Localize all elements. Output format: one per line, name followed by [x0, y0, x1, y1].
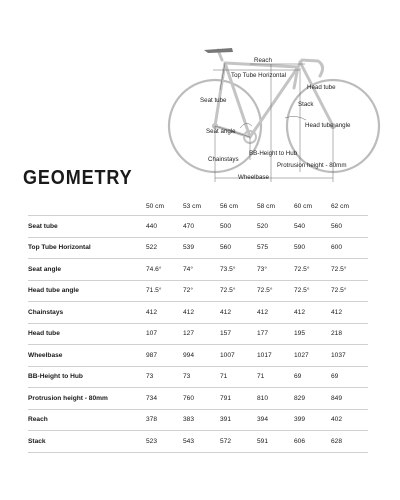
cell-value: 73° — [257, 259, 294, 281]
cell-value: 412 — [331, 302, 368, 324]
row-label: Chainstays — [28, 302, 146, 324]
label-bb-height-to-hub: BB-Height to Hub — [249, 150, 298, 157]
table-row — [28, 323, 368, 345]
table-row — [28, 409, 368, 431]
cell-value: 72.5° — [220, 280, 257, 302]
row-label: Stack — [28, 431, 146, 453]
row-label: BB-Height to Hub — [28, 366, 146, 388]
cell-value: 560 — [220, 237, 257, 259]
page-title: GEOMETRY — [23, 167, 133, 189]
size-header: 60 cm — [294, 198, 331, 216]
cell-value: 572 — [220, 431, 257, 453]
cell-value: 1017 — [257, 345, 294, 367]
cell-value: 74° — [183, 259, 220, 281]
table-row — [28, 259, 368, 281]
row-label: Top Tube Horizontal — [28, 237, 146, 259]
cell-value: 391 — [220, 409, 257, 431]
table-row — [28, 280, 368, 302]
geometry-table — [28, 198, 368, 453]
label-seat-tube: Seat tube — [200, 97, 227, 104]
cell-value: 540 — [294, 216, 331, 238]
cell-value: 849 — [331, 388, 368, 410]
table-row — [28, 366, 368, 388]
label-seat-angle: Seat angle — [206, 128, 236, 135]
label-stack: Stack — [298, 101, 314, 108]
cell-value: 829 — [294, 388, 331, 410]
cell-value: 734 — [146, 388, 183, 410]
size-header: 58 cm — [257, 198, 294, 216]
cell-value: 560 — [331, 216, 368, 238]
cell-value: 791 — [220, 388, 257, 410]
label-top-tube-horizontal: Top Tube Horizontal — [231, 72, 287, 79]
cell-value: 590 — [294, 237, 331, 259]
cell-value: 628 — [331, 431, 368, 453]
label-head-tube: Head tube — [307, 84, 336, 91]
cell-value: 539 — [183, 237, 220, 259]
cell-value: 520 — [257, 216, 294, 238]
cell-value: 440 — [146, 216, 183, 238]
label-wheelbase: Wheelbase — [238, 174, 269, 181]
cell-value: 412 — [146, 302, 183, 324]
row-label: Seat tube — [28, 216, 146, 238]
cell-value: 760 — [183, 388, 220, 410]
table-row — [28, 345, 368, 367]
cell-value: 1037 — [331, 345, 368, 367]
cell-value: 402 — [331, 409, 368, 431]
cell-value: 107 — [146, 323, 183, 345]
row-label: Seat angle — [28, 259, 146, 281]
label-reach: Reach — [254, 57, 272, 64]
cell-value: 72.5° — [257, 280, 294, 302]
row-label: Wheelbase — [28, 345, 146, 367]
cell-value: 72.5° — [331, 259, 368, 281]
cell-value: 412 — [220, 302, 257, 324]
header-empty — [28, 198, 146, 216]
label-head-tube-angle: Head tube angle — [305, 122, 351, 129]
table-header-row — [28, 198, 368, 216]
cell-value: 575 — [257, 237, 294, 259]
cell-value: 72.5° — [294, 280, 331, 302]
cell-value: 543 — [183, 431, 220, 453]
cell-value: 73.5° — [220, 259, 257, 281]
cell-value: 195 — [294, 323, 331, 345]
label-protrusion-height: Protrusion height - 80mm — [277, 162, 347, 169]
row-label: Head tube angle — [28, 280, 146, 302]
cell-value: 69 — [331, 366, 368, 388]
table-row — [28, 237, 368, 259]
table-row — [28, 302, 368, 324]
cell-value: 177 — [257, 323, 294, 345]
cell-value: 523 — [146, 431, 183, 453]
cell-value: 378 — [146, 409, 183, 431]
cell-value: 72° — [183, 280, 220, 302]
label-chainstays: Chainstays — [208, 156, 239, 163]
cell-value: 987 — [146, 345, 183, 367]
size-header: 53 cm — [183, 198, 220, 216]
row-label: Reach — [28, 409, 146, 431]
table-row — [28, 388, 368, 410]
cell-value: 157 — [220, 323, 257, 345]
cell-value: 606 — [294, 431, 331, 453]
cell-value: 71 — [257, 366, 294, 388]
table-row — [28, 431, 368, 453]
cell-value: 522 — [146, 237, 183, 259]
cell-value: 127 — [183, 323, 220, 345]
row-label: Head tube — [28, 323, 146, 345]
cell-value: 412 — [294, 302, 331, 324]
cell-value: 1007 — [220, 345, 257, 367]
table-row — [28, 216, 368, 238]
cell-value: 71 — [220, 366, 257, 388]
cell-value: 500 — [220, 216, 257, 238]
size-header: 56 cm — [220, 198, 257, 216]
cell-value: 412 — [257, 302, 294, 324]
cell-value: 394 — [257, 409, 294, 431]
cell-value: 470 — [183, 216, 220, 238]
cell-value: 383 — [183, 409, 220, 431]
size-header: 50 cm — [146, 198, 183, 216]
cell-value: 72.5° — [331, 280, 368, 302]
cell-value: 69 — [294, 366, 331, 388]
cell-value: 74.6° — [146, 259, 183, 281]
cell-value: 600 — [331, 237, 368, 259]
cell-value: 73 — [183, 366, 220, 388]
cell-value: 71.5° — [146, 280, 183, 302]
cell-value: 810 — [257, 388, 294, 410]
row-label: Protrusion height - 80mm — [28, 388, 146, 410]
cell-value: 591 — [257, 431, 294, 453]
cell-value: 994 — [183, 345, 220, 367]
cell-value: 399 — [294, 409, 331, 431]
size-header: 62 cm — [331, 198, 368, 216]
cell-value: 72.5° — [294, 259, 331, 281]
cell-value: 1027 — [294, 345, 331, 367]
cell-value: 218 — [331, 323, 368, 345]
cell-value: 412 — [183, 302, 220, 324]
cell-value: 73 — [146, 366, 183, 388]
